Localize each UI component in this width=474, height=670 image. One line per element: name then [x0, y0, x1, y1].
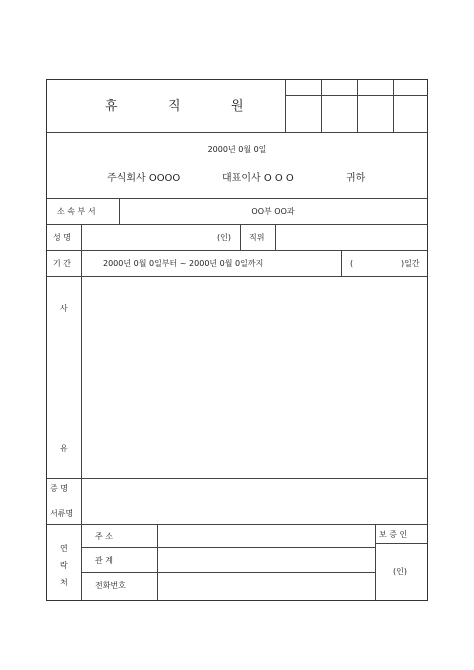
approval-grid-header-line [285, 95, 428, 96]
divider [81, 524, 82, 600]
divider [81, 224, 82, 250]
reason-char-bottom: 유 [60, 444, 68, 453]
reason-char-top: 사 [60, 304, 68, 313]
approval-grid-divider [357, 80, 358, 132]
contact-char-2: 락 [60, 561, 68, 570]
divider [47, 198, 427, 199]
approval-grid-divider [393, 80, 394, 132]
address-label: 주 소 [95, 532, 113, 541]
guarantor-seal: (인) [393, 567, 407, 576]
reason-text-area[interactable] [82, 277, 427, 477]
approval-grid-divider [285, 80, 286, 132]
divider [275, 224, 276, 250]
relation-field[interactable] [158, 548, 374, 571]
divider [47, 132, 427, 133]
position-label: 직위 [249, 233, 265, 242]
leave-of-absence-form [46, 79, 428, 601]
title-char-3: 원 [231, 99, 244, 114]
contact-char-1: 연 [60, 544, 68, 553]
company-name: 주식회사 OOOO [107, 173, 181, 184]
honorific: 귀하 [346, 173, 366, 184]
days-label: )일간 [401, 259, 420, 268]
evidence-label-line2: 서류명 [50, 509, 74, 518]
divider [47, 224, 427, 225]
period-label: 기 간 [53, 259, 71, 268]
phone-label: 전화번호 [95, 581, 126, 590]
approval-grid-divider [321, 80, 322, 132]
phone-field[interactable] [158, 573, 374, 599]
title-char-1: 휴 [105, 99, 118, 114]
days-open-paren: ( [350, 259, 354, 268]
name-seal: (인) [217, 233, 231, 242]
divider [240, 224, 241, 250]
evidence-label-line1: 증 명 [50, 484, 68, 493]
divider [341, 250, 342, 276]
department-label: 소 속 부 서 [57, 207, 96, 216]
period-value[interactable]: 2000년 0월 0일부터 ~ 2000년 0월 0일까지 [103, 259, 264, 268]
ceo-name: 대표이사 O O O [222, 173, 294, 184]
divider [375, 524, 376, 600]
divider [81, 250, 82, 276]
divider [47, 250, 427, 251]
evidence-document-field[interactable] [82, 479, 427, 523]
contact-char-3: 처 [60, 578, 68, 587]
application-date: 2000년 0월 0일 [207, 145, 267, 154]
relation-label: 관 계 [95, 556, 113, 565]
name-label: 성 명 [53, 233, 71, 242]
guarantor-label: 보 증 인 [379, 530, 408, 539]
address-field[interactable] [158, 525, 374, 546]
title-char-2: 직 [168, 99, 181, 114]
divider [375, 543, 427, 544]
department-value[interactable]: OO부 OO과 [251, 207, 295, 216]
